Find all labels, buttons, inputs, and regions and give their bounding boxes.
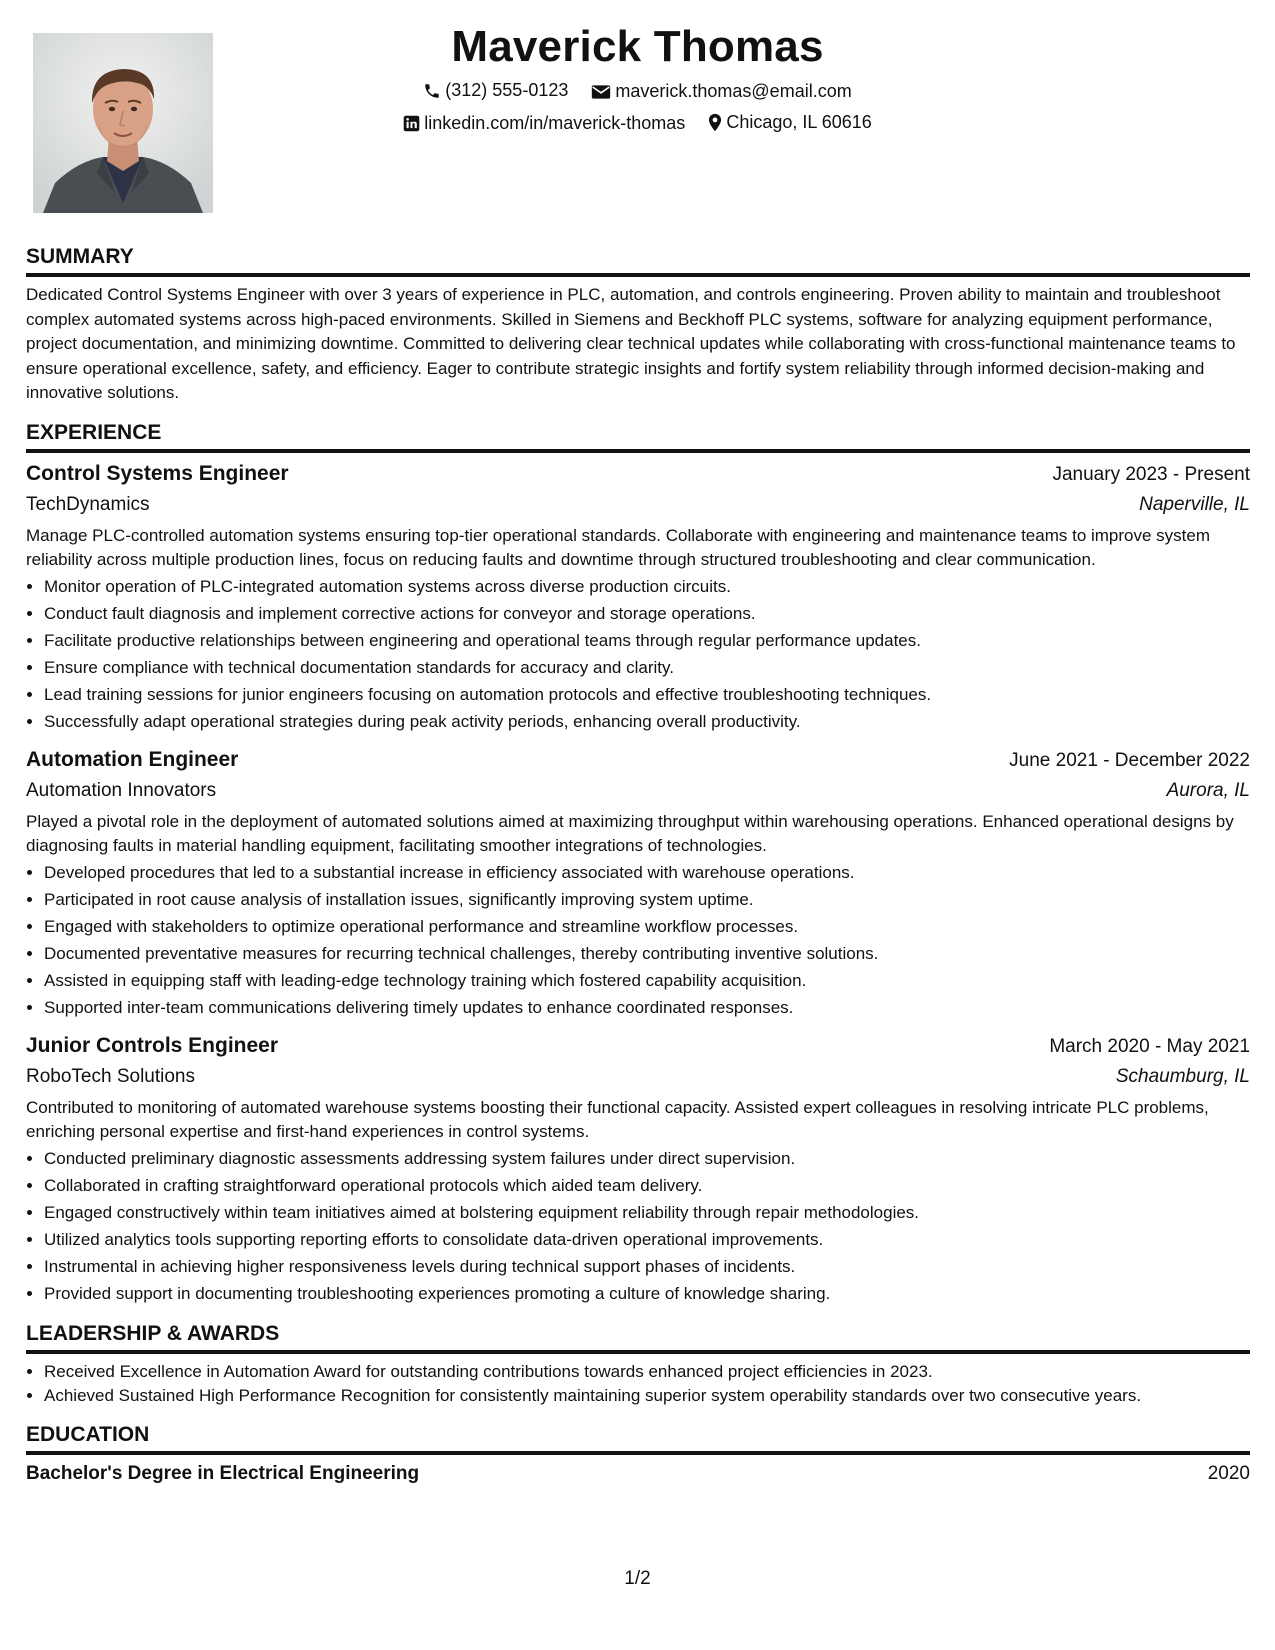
list-item: • Documented preventative measures for recurring technical challenges, thereby contributing inventive solutions. — [44, 940, 1250, 967]
job-company: Automation Innovators — [26, 779, 217, 801]
resume-body — [26, 244, 1250, 1501]
list-item: • Received Excellence in Automation Award for outstanding contributions towards enhanced project efficiencies in 2023. — [44, 1360, 1250, 1384]
job-bullets — [26, 859, 1250, 1021]
job-bullets — [26, 573, 1250, 735]
list-item: • Collaborated in crafting straightforward operational protocols which aided team delivery. — [44, 1172, 1250, 1199]
linkedin-text: linkedin.com/in/maverick-thomas — [424, 113, 686, 133]
summary-text: Dedicated Control Systems Engineer with over 3 years of experience in PLC, automation, and controls engineering. Proven ability to maintain and troubleshoot complex automated systems across high-paced environments. Skilled in Siemens and Beckhoff PLC systems, software for analyzing equipment performance, project documentation, and minimizing downtime. Committed to delivering clear technical updates while collaborating with cross-functional maintenance teams to ensure operational excellence, safety, and efficiency. Eager to contribute strategic insights and fortify system reliability through informed decision-making and innovative solutions. — [26, 285, 1236, 402]
summary-section — [26, 244, 1250, 406]
section-heading-experience: EXPERIENCE — [26, 420, 1250, 453]
job-location: Schaumburg, IL — [1115, 1065, 1250, 1087]
job-entry — [26, 745, 1250, 1021]
experience-section — [26, 420, 1250, 1307]
phone-icon — [423, 82, 441, 100]
candidate-name: Maverick Thomas — [451, 22, 824, 71]
list-item: • Monitor operation of PLC-integrated automation systems across diverse production circuits. — [44, 573, 1250, 600]
section-heading-education: EDUCATION — [26, 1422, 1250, 1455]
job-company: RoboTech Solutions — [26, 1065, 195, 1087]
contact-phone[interactable] — [423, 80, 568, 101]
education-degree: Bachelor's Degree in Electrical Engineering — [26, 1462, 420, 1484]
contact-location — [708, 112, 871, 133]
list-item: • Conducted preliminary diagnostic assessments addressing system failures under direct supervision. — [44, 1145, 1250, 1172]
list-item: • Participated in root cause analysis of installation issues, significantly improving system uptime. — [44, 886, 1250, 913]
list-item: • Utilized analytics tools supporting reporting efforts to consolidate data-driven operational improvements. — [44, 1226, 1250, 1253]
contact-email[interactable] — [591, 81, 851, 102]
job-description: Manage PLC-controlled automation systems ensuring top-tier operational standards. Collaborate with engineering and maintenance teams to improve system reliability across multiple production lines, focus on reducing faults and downtime through structured troubleshooting and clear communication. — [26, 525, 1211, 569]
job-entry — [26, 459, 1250, 735]
page-number: 1/2 — [624, 1568, 651, 1589]
list-item: • Engaged with stakeholders to optimize operational performance and streamline workflow processes. — [44, 913, 1250, 940]
list-item: • Assisted in equipping staff with leading-edge technology training which fostered capability acquisition. — [44, 967, 1250, 994]
education-section — [26, 1422, 1250, 1487]
job-dates: June 2021 - December 2022 — [1009, 749, 1250, 771]
section-heading-summary: SUMMARY — [26, 244, 1250, 277]
job-description: Contributed to monitoring of automated warehouse systems boosting their functional capacity. Assisted expert colleagues in resolving intricate PLC problems, enriching personal expertise and first-hand experiences in control systems. — [26, 1097, 1209, 1141]
job-title: Automation Engineer — [26, 747, 239, 771]
job-location: Naperville, IL — [1139, 493, 1250, 515]
job-dates: March 2020 - May 2021 — [1049, 1035, 1250, 1057]
map-pin-icon — [708, 113, 722, 132]
list-item: • Facilitate productive relationships between engineering and operational teams through regular performance updates. — [44, 627, 1250, 654]
email-text: maverick.thomas@email.com — [615, 81, 852, 101]
list-item: • Successfully adapt operational strategies during peak activity periods, enhancing overall productivity. — [44, 708, 1250, 735]
contact-line-secondary — [0, 112, 1275, 137]
awards-list — [26, 1360, 1250, 1408]
contact-linkedin[interactable] — [403, 113, 685, 134]
list-item: • Achieved Sustained High Performance Recognition for consistently maintaining superior system operability standards over two consecutive years. — [44, 1384, 1250, 1408]
job-description: Played a pivotal role in the deployment of automated solutions aimed at maximizing throughput within warehousing operations. Enhanced operational designs by diagnosing faults in material handling equipment, facilitating smoother integrations of technologies. — [26, 811, 1234, 855]
list-item: • Developed procedures that led to a substantial increase in efficiency associated with warehouse operations. — [44, 859, 1250, 886]
list-item: • Ensure compliance with technical documentation standards for accuracy and clarity. — [44, 654, 1250, 681]
job-dates: January 2023 - Present — [1052, 463, 1250, 485]
list-item: • Provided support in documenting troubleshooting experiences promoting a culture of knowledge sharing. — [44, 1280, 1250, 1307]
list-item: • Lead training sessions for junior engineers focusing on automation protocols and effective troubleshooting techniques. — [44, 681, 1250, 708]
section-heading-leadership: LEADERSHIP & AWARDS — [26, 1321, 1250, 1354]
list-item: • Conduct fault diagnosis and implement corrective actions for conveyor and storage operations. — [44, 600, 1250, 627]
job-title: Control Systems Engineer — [26, 461, 289, 485]
location-text: Chicago, IL 60616 — [726, 112, 872, 132]
list-item: • Engaged constructively within team initiatives aimed at bolstering equipment reliability through repair methodologies. — [44, 1199, 1250, 1226]
phone-text: (312) 555-0123 — [445, 80, 569, 100]
envelope-icon — [591, 84, 611, 100]
education-year: 2020 — [1207, 1462, 1250, 1484]
job-location: Aurora, IL — [1166, 779, 1250, 801]
job-title: Junior Controls Engineer — [26, 1033, 279, 1057]
list-item: • Instrumental in achieving higher responsiveness levels during technical support phases of incidents. — [44, 1253, 1250, 1280]
job-company: TechDynamics — [26, 493, 150, 515]
list-item: • Supported inter-team communications delivering timely updates to enhance coordinated responses. — [44, 994, 1250, 1021]
job-bullets — [26, 1145, 1250, 1307]
contact-line-primary — [0, 80, 1275, 105]
leadership-section — [26, 1321, 1250, 1408]
linkedin-icon — [403, 115, 420, 132]
job-entry — [26, 1031, 1250, 1307]
